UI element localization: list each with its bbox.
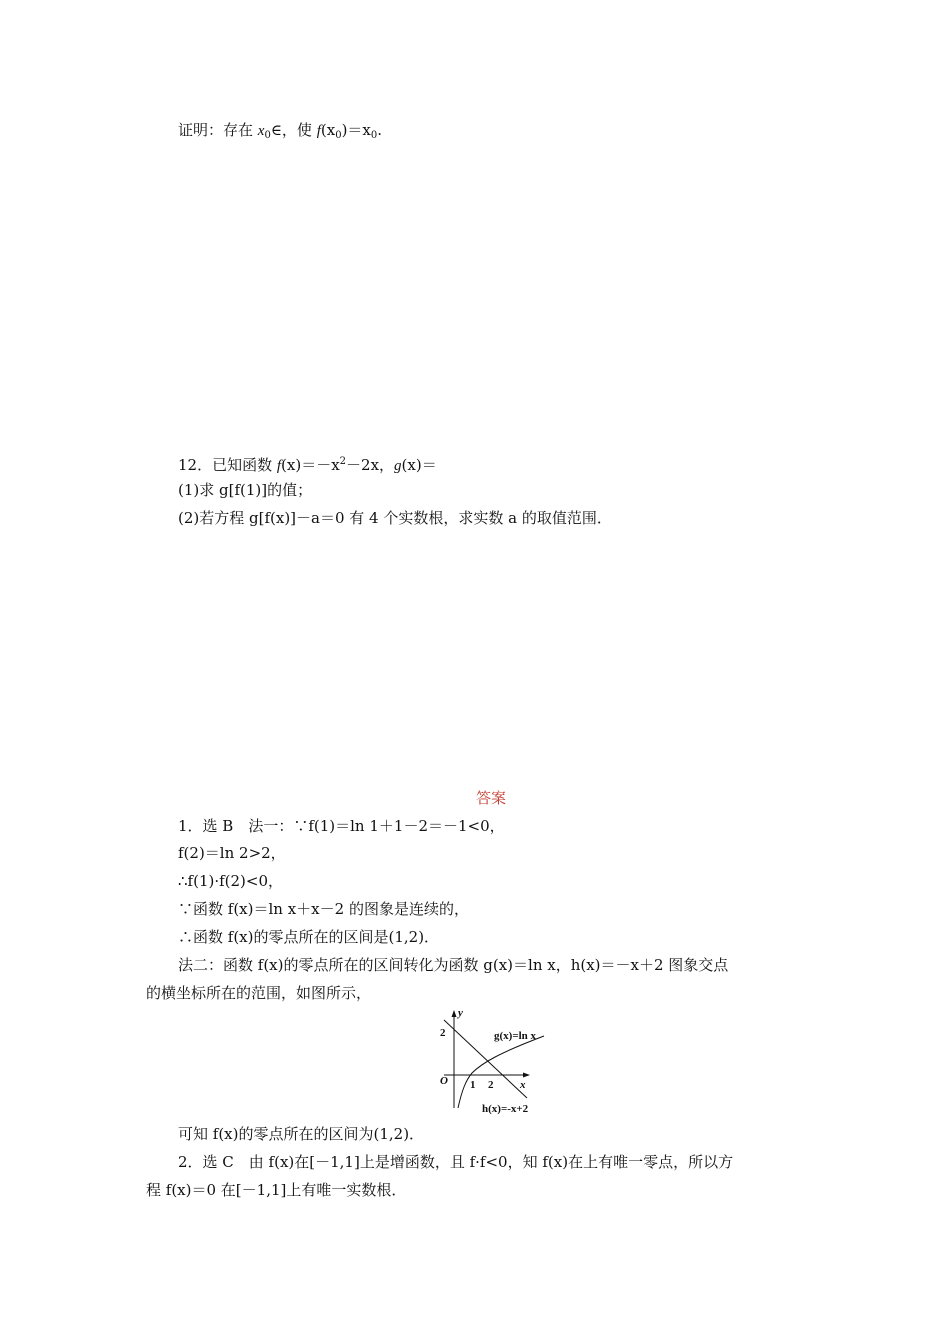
answer-1-line-1: 1．选 B 法一：∵f(1)＝ln 1＋1－2＝－1<0， xyxy=(178,817,505,835)
question-12-part-2: (2)若方程 g[f(x)]－a＝0 有 4 个实数根，求实数 a 的取值范围． xyxy=(178,509,612,527)
x-axis-arrow xyxy=(523,1073,530,1078)
y-axis-label: y xyxy=(458,1008,463,1019)
proof-statement: 证明：存在 $x_0\in$，使 $f(x_0)=x_0$. xyxy=(178,121,383,141)
answer-1-line-8: 可知 f(x)的零点所在的区间为(1,2)． xyxy=(178,1125,425,1143)
question-12-part-1: (1)求 g[f(1)]的值； xyxy=(178,481,313,499)
answer-1-line-4: ∵函数 f(x)＝ln x＋x－2 的图象是连续的， xyxy=(178,900,469,918)
answer-1-line-6: 法二：函数 f(x)的零点所在的区间转化为函数 g(x)＝ln x，h(x)＝－x＋2 图象交点 xyxy=(178,956,729,974)
h-label: h(x)=-x+2 xyxy=(482,1103,529,1115)
y-axis-arrow xyxy=(452,1010,457,1017)
question-12-stem: 12．已知函数 $f(x)=-x^2-2x$，g(x)＝ xyxy=(178,456,437,474)
x-tick-1: 1 xyxy=(470,1079,476,1091)
g-label: g(x)=ln x xyxy=(494,1030,537,1042)
y-tick-2: 2 xyxy=(440,1027,446,1039)
answer-1-line-7: 的横坐标所在的范围，如图所示， xyxy=(146,984,372,1002)
g-curve xyxy=(458,1036,544,1108)
answer-2-line-2: 程 f(x)＝0 在[－1,1]上有唯一实数根． xyxy=(146,1181,407,1199)
answer-2-line-1: 2．选 C 由 f(x)在[－1,1]上是增函数，且 f·f<0，知 f(x)在上有唯一零点，所以方 xyxy=(178,1153,734,1171)
answer-1-line-3: ∴f(1)·f(2)<0， xyxy=(178,872,284,890)
origin-label: O xyxy=(440,1075,448,1087)
answer-1-line-2: f(2)＝ln 2>2， xyxy=(178,844,286,862)
x-axis-label: x xyxy=(520,1079,526,1091)
answer-title: 答案 xyxy=(476,789,507,807)
x-tick-2: 2 xyxy=(488,1079,494,1091)
intersection-figure xyxy=(424,1008,554,1118)
answer-1-line-5: ∴函数 f(x)的零点所在的区间是(1,2)． xyxy=(178,928,440,946)
